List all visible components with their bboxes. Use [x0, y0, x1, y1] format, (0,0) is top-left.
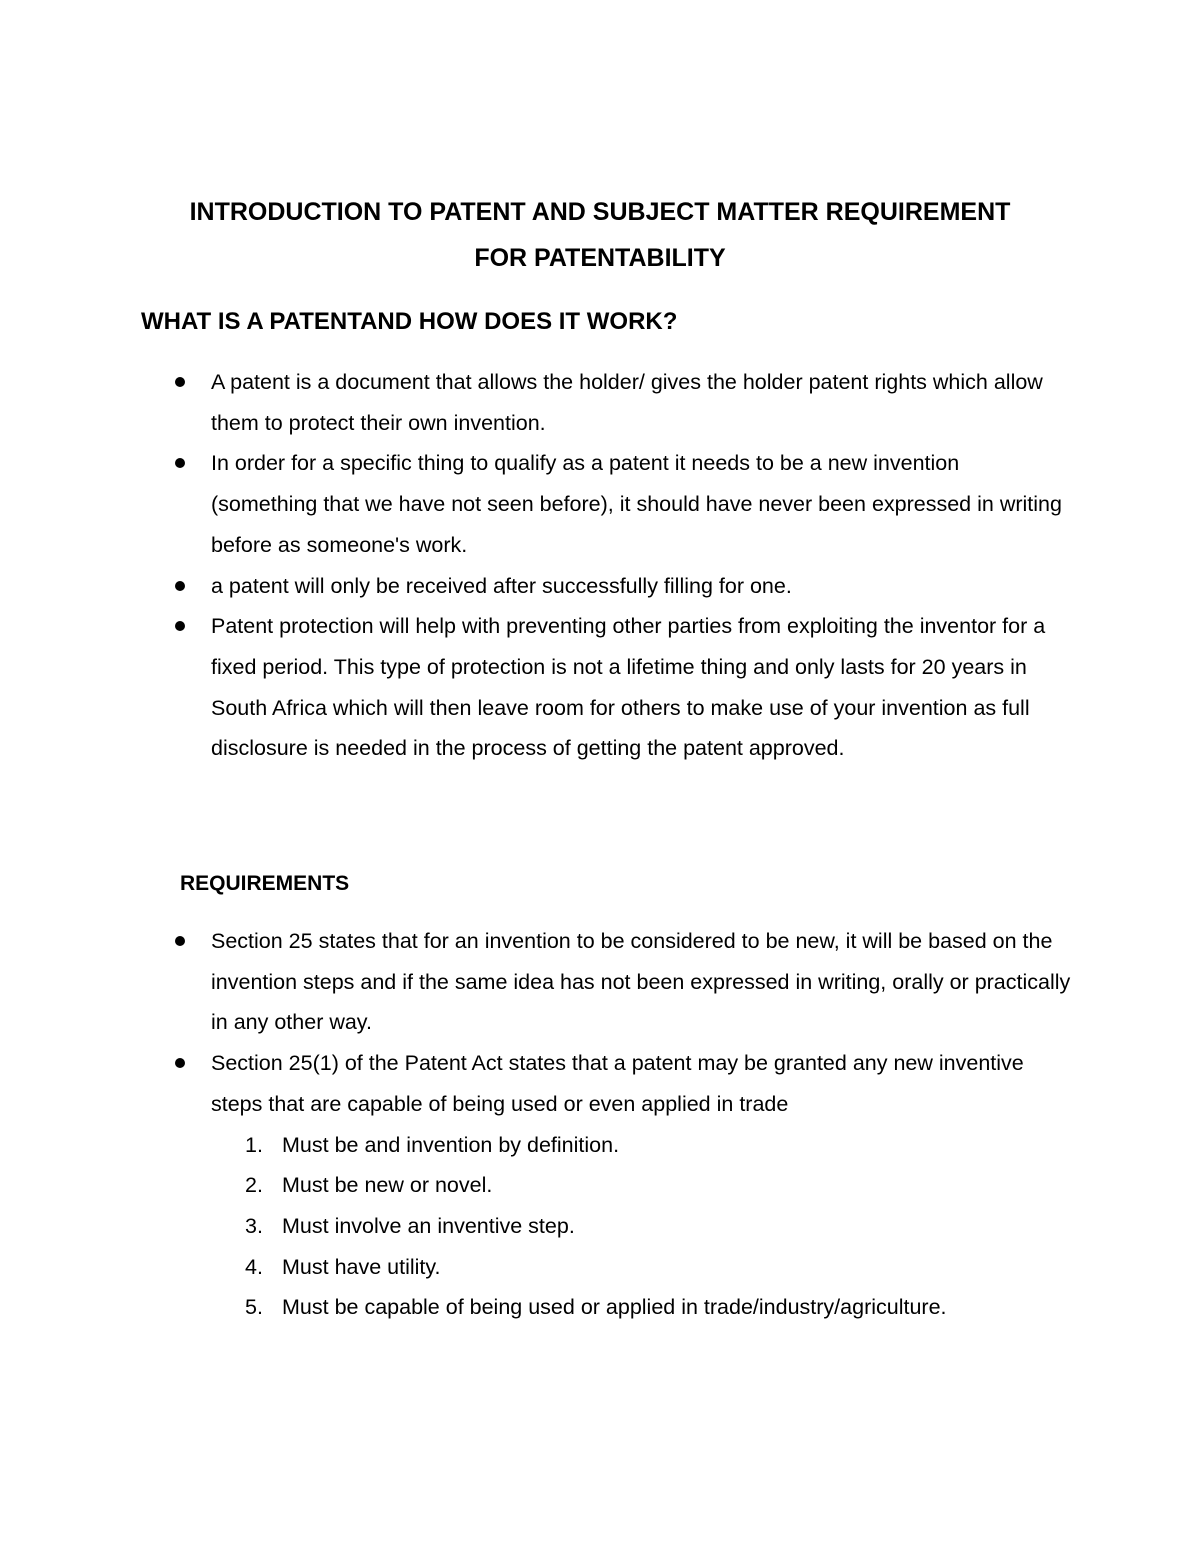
item-number: 1.	[245, 1132, 263, 1157]
list-item	[211, 443, 1071, 565]
numbered-item	[211, 1206, 1071, 1247]
title-line-1: INTRODUCTION TO PATENT AND SUBJECT MATTER REQUIREMENT	[189, 198, 1011, 226]
bullet-icon	[175, 377, 185, 387]
title-line-2: FOR PATENTABILITY	[474, 244, 726, 272]
numbered-item-text: Must involve an inventive step.	[282, 1213, 575, 1238]
numbered-item-text: Must be and invention by definition.	[282, 1132, 620, 1157]
list-item	[211, 1043, 1071, 1328]
item-number: 2.	[245, 1173, 263, 1198]
list-item-text: a patent will only be received after successfully filling for one.	[211, 573, 792, 598]
bullet-icon	[175, 621, 185, 631]
item-number: 4.	[245, 1254, 263, 1279]
list-item-text: Section 25(1) of the Patent Act states that a patent may be granted any new inventive steps that are capable of being used or even applied in trade	[211, 1051, 1024, 1116]
numbered-item	[211, 1125, 1071, 1166]
document-title	[100, 189, 1100, 281]
numbered-item	[211, 1287, 1071, 1328]
bullet-icon	[175, 581, 185, 591]
bullet-icon	[175, 936, 185, 946]
bullet-list-patent-basics	[211, 362, 1071, 769]
list-item-text: Patent protection will help with preventing other parties from exploiting the inventor for a fixed period. This type of protection is not a lifetime thing and only lasts for 20 years in South Africa which will then leave room for others to make use of your invention as full disclosure is needed in the process of getting the patent approved.	[211, 614, 1046, 761]
section-heading-what-is-patent: WHAT IS A PATENTAND HOW DOES IT WORK?	[141, 308, 678, 335]
numbered-item-text: Must be capable of being used or applied in trade/industry/agriculture.	[282, 1295, 947, 1320]
bullet-list-requirements	[211, 921, 1071, 1328]
list-item	[211, 921, 1071, 1043]
list-item-text: In order for a specific thing to qualify as a patent it needs to be a new invention (something that we have not seen before), it should have never been expressed in writing before as someone's work.	[211, 451, 1062, 557]
item-number: 5.	[245, 1295, 263, 1320]
numbered-item	[211, 1165, 1071, 1206]
list-item-text: Section 25 states that for an invention to be considered to be new, it will be based on the invention steps and if the same idea has not been expressed in writing, orally or practically in any other way.	[211, 929, 1071, 1035]
numbered-item-text: Must have utility.	[282, 1254, 441, 1279]
numbered-list-criteria	[211, 1125, 1071, 1329]
bullet-icon	[175, 458, 185, 468]
numbered-item	[211, 1247, 1071, 1288]
bullet-icon	[175, 1058, 185, 1068]
list-item	[211, 362, 1071, 443]
list-item-text: A patent is a document that allows the holder/ gives the holder patent rights which allow them to protect their own invention.	[211, 370, 1043, 435]
list-item	[211, 606, 1071, 769]
list-item	[211, 566, 1071, 607]
item-number: 3.	[245, 1213, 263, 1238]
section-heading-requirements: REQUIREMENTS	[180, 872, 350, 895]
numbered-item-text: Must be new or novel.	[282, 1173, 493, 1198]
